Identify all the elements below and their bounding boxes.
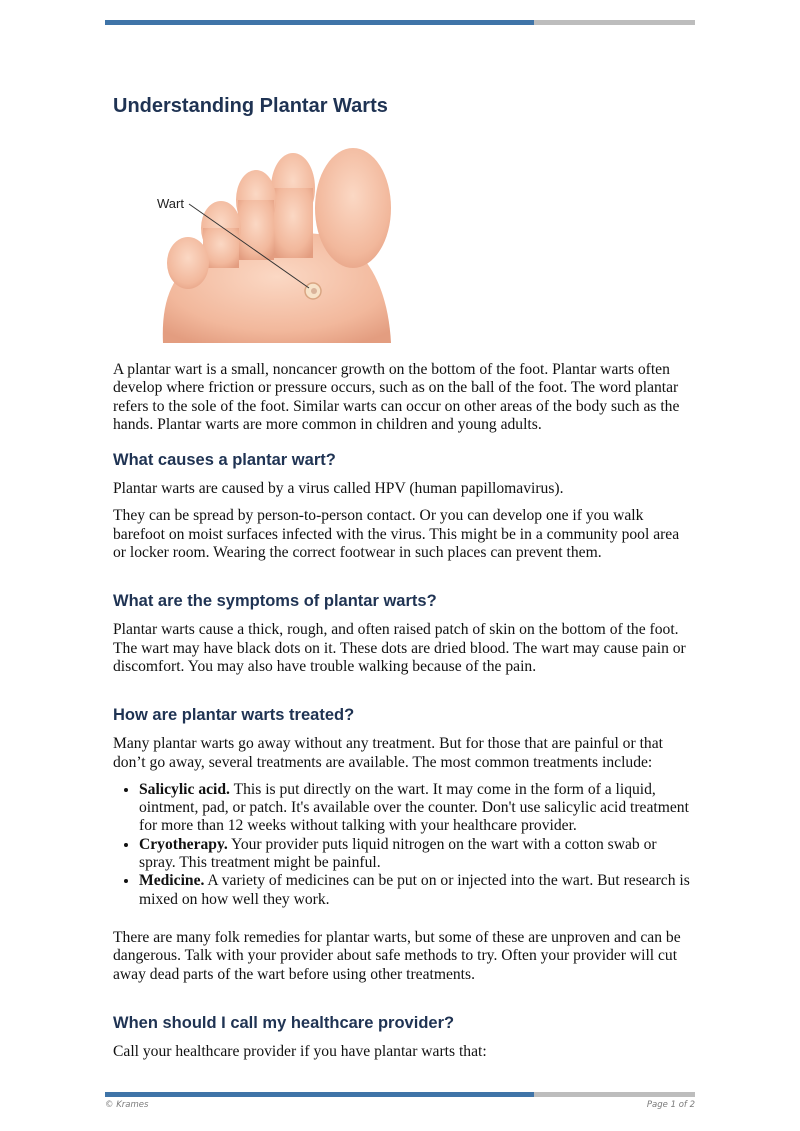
treatment-item-cryotherapy xyxy=(139,836,693,873)
header-bar-remaining xyxy=(534,20,695,25)
call-provider-intro: Call your healthcare provider if you have plantar warts that: xyxy=(113,1042,487,1060)
treatment-intro: Many plantar warts go away without any treatment. But for those that are painful or that don’t go away, several treatments are available. The most common treatments include: xyxy=(113,735,663,771)
symptoms-paragraph: Plantar warts cause a thick, rough, and often raised patch of skin on the bottom of the foot. The wart may have black dots on it. These dots are dried blood. The wart may cause pain or discomfort. You may also have trouble walking because of the pain. xyxy=(113,621,686,675)
treatment-item-medicine xyxy=(139,872,693,909)
heading-symptoms: What are the symptoms of plantar warts? xyxy=(113,592,437,611)
causes-paragraph-2: They can be spread by person-to-person contact. Or you can develop one if you walk barefoot on moist surfaces infected with the virus. This might be in a community pool area or locker room. Wearing the correct footwear in such places can prevent them. xyxy=(113,507,680,562)
foot-image-icon xyxy=(153,128,393,343)
header-bar-filled xyxy=(105,20,534,25)
page-number: Page 1 of 2 xyxy=(646,1100,695,1110)
treatment-item-salicylic xyxy=(139,781,693,836)
treatment-list xyxy=(113,781,693,909)
footer-bar-filled xyxy=(105,1092,534,1097)
folk-remedies-paragraph: There are many folk remedies for plantar warts, but some of these are unproven and can be dangerous. Talk with your provider about safe methods to try. Often your provider will cut away dead parts of the wart before using other treatments. xyxy=(113,928,681,983)
copyright-text: © Krames xyxy=(105,1100,149,1110)
treatment-term: Medicine. xyxy=(139,872,205,890)
intro-paragraph: A plantar wart is a small, noncancer growth on the bottom of the foot. Plantar warts often develop where friction or pressure occurs, such as on the ball of the foot. The word plantar refers to the sole of the foot. Similar warts can occur on other areas of the body such as the hands. Plantar warts are more common in children and young adults. xyxy=(113,361,680,433)
causes-paragraph-1: Plantar warts are caused by a virus called HPV (human papillomavirus). xyxy=(113,480,564,498)
header-progress-bar xyxy=(105,20,695,25)
treatment-desc: This is put directly on the wart. It may come in the form of a liquid, ointment, pad, or patch. It's available over the counter. Don't use salicylic acid treatment for more than 12 weeks without talking with your healthcare provider. xyxy=(139,780,689,835)
foot-illustration xyxy=(153,128,393,343)
heading-treatment: How are plantar warts treated? xyxy=(113,706,355,725)
footer-progress-bar xyxy=(105,1092,695,1097)
page-footer xyxy=(105,1100,695,1110)
treatment-term: Cryotherapy. xyxy=(139,835,228,853)
document-body xyxy=(113,90,693,1061)
footer-bar-remaining xyxy=(534,1092,695,1097)
treatment-desc: Your provider puts liquid nitrogen on the wart with a cotton swab or spray. This treatment might be painful. xyxy=(139,835,657,872)
treatment-term: Salicylic acid. xyxy=(139,780,230,798)
treatment-desc: A variety of medicines can be put on or injected into the wart. But research is mixed on how well they work. xyxy=(139,872,690,908)
wart-label: Wart xyxy=(157,196,184,211)
page-title: Understanding Plantar Warts xyxy=(113,95,388,117)
heading-call-provider: When should I call my healthcare provider? xyxy=(113,1013,455,1032)
heading-causes: What causes a plantar wart? xyxy=(113,451,336,470)
